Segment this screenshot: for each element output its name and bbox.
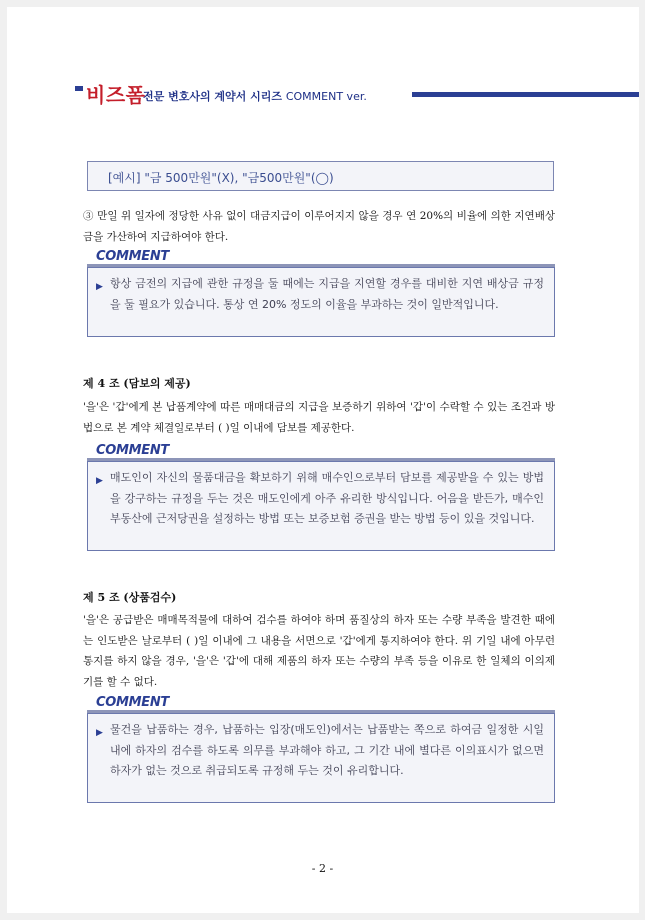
comment-text: 물건을 납품하는 경우, 납품하는 입장(매도인)에서는 납품받는 쪽으로 하여금 일정한 시일 내에 하자의 검수를 하도록 의무를 부과해야 하고, 그 기간 내에 별다른 이의표시가 없으면 하자가 없는 것으로 취급되도록 규정해 두는 것이 유리합니다. — [110, 723, 544, 777]
triangle-right-icon: ▶ — [96, 728, 103, 738]
series-name: 전문 변호사의 계약서 시리즈 — [143, 90, 282, 103]
article-4-body: '을'은 '갑'에게 본 납품계약에 따른 매매대금의 지급을 보증하기 위하여 '갑'이 수락할 수 있는 조건과 방법으로 본 계약 체결일로부터 ( )일 이내에 담보를 제공한다. — [83, 401, 555, 434]
comment-text: 매도인이 자신의 물품대금을 확보하기 위해 매수인으로부터 담보를 제공받을 수 있는 방법을 강구하는 규정을 두는 것은 매도인에게 아주 유리한 방식입니다. 어음을 받든가, 매수인 부동산에 근저당권을 설정하는 방법 또는 보증보험 증권을 받는 방법 등이 있을 것입니다. — [110, 471, 544, 525]
comment-label: COMMENT — [96, 443, 169, 458]
series-title — [143, 88, 367, 104]
comment-box-2 — [87, 461, 555, 551]
comment-label: COMMENT — [96, 249, 169, 264]
clause-3: ③ 만일 위 일자에 정당한 사유 없이 대금지급이 이루어지지 않을 경우 연 20%의 비율에 의한 지연배상금을 가산하여 지급하여야 한다. — [83, 210, 555, 243]
comment-box-3 — [87, 713, 555, 803]
comment-label: COMMENT — [96, 695, 169, 710]
article-4-title: 제 4 조 (담보의 제공) — [83, 377, 191, 390]
series-version: COMMENT ver. — [285, 90, 367, 103]
brand-logo: 비즈폼 — [86, 83, 146, 107]
triangle-right-icon: ▶ — [96, 476, 103, 486]
example-box: [예시] "금 500만원"(X), "금500만원"(◯) — [87, 161, 554, 191]
header-bar-right — [412, 92, 639, 97]
header-bar-left — [75, 86, 83, 91]
comment-box-1 — [87, 267, 555, 337]
comment-text: 항상 금전의 지급에 관한 규정을 둘 때에는 지급을 지연할 경우를 대비한 지연 배상금 규정을 둘 필요가 있습니다. 통상 연 20% 정도의 이율을 부과하는 것이 일반적입니다. — [110, 277, 544, 311]
article-5-title: 제 5 조 (상품검수) — [83, 591, 177, 604]
triangle-right-icon: ▶ — [96, 282, 103, 292]
article-5-body: '을'은 공급받은 매매목적물에 대하여 검수를 하여야 하며 품질상의 하자 또는 수량 부족을 발견한 때에는 인도받은 날로부터 ( )일 이내에 그 내용을 서면으로 '갑'에게 통지하여야 한다. 위 기일 내에 아무런 통지를 하지 않을 경우, '을'은 '갑'에 대해 제품의 하자 또는 수량의 부족 등을 이유로 한 일체의 이의제기를 할 수 없다. — [83, 614, 555, 688]
page-number: - 2 - — [311, 862, 334, 875]
